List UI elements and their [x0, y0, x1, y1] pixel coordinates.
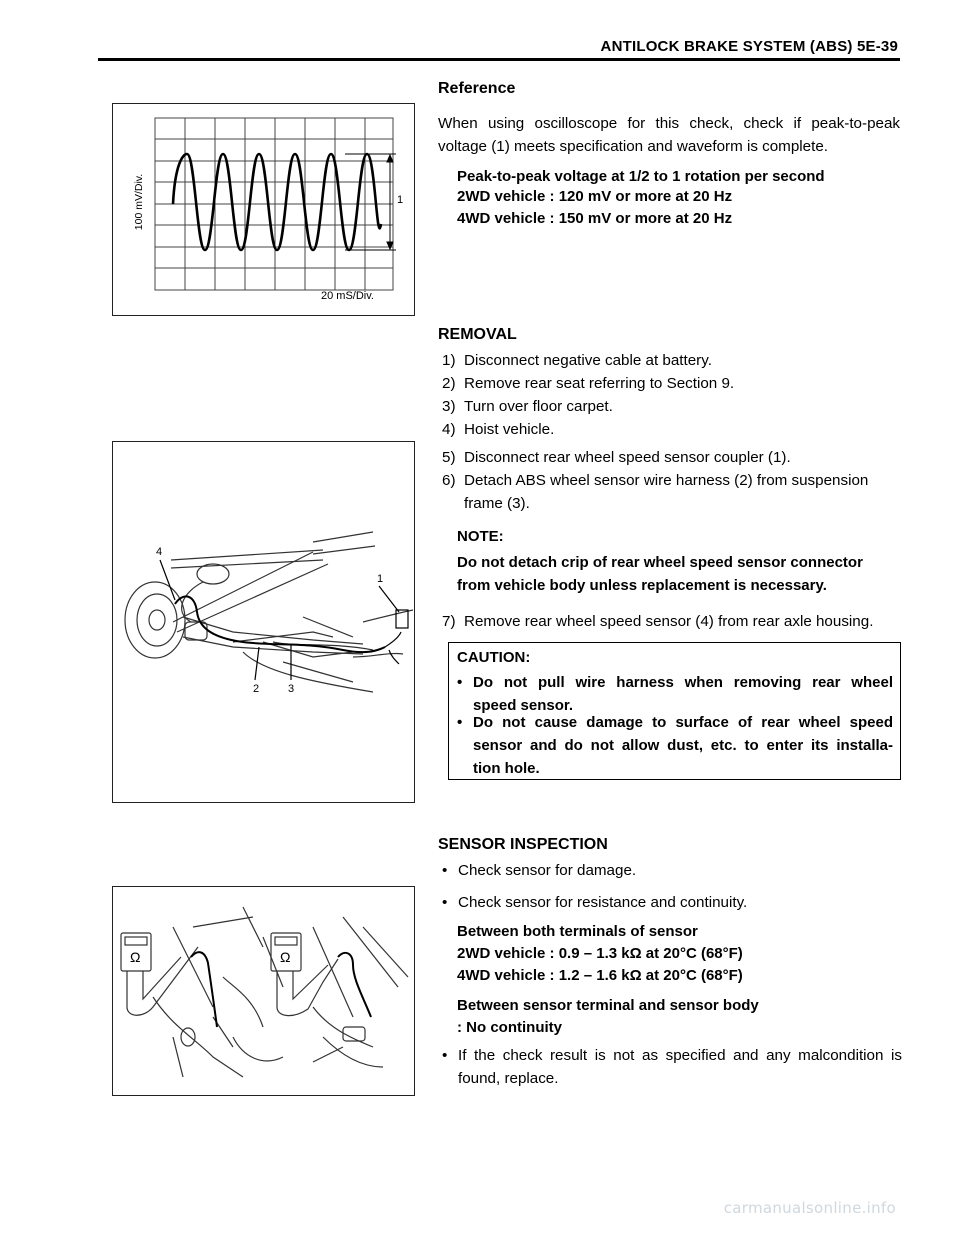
rear-axle-figure [112, 441, 415, 803]
note-line1: Do not detach crip of rear wheel speed sensor connector [457, 554, 863, 571]
oscilloscope-graphic [113, 104, 414, 315]
caution-bullet-2 [457, 711, 893, 780]
bullet-text: Check sensor for damage. [458, 862, 637, 879]
step-text: Remove rear wheel speed sensor (4) from rear axle housing. [464, 613, 874, 630]
removal-step-1 [442, 349, 712, 372]
inspection-bullet-1 [442, 859, 636, 882]
callout-2: 2 [253, 683, 260, 695]
ohm-symbol-right: Ω [280, 949, 291, 965]
ohm-symbol-left: Ω [130, 949, 141, 965]
step-text: Turn over floor carpet. [464, 398, 613, 415]
bullet-text: If the check result is not as specified and any malcondition is [458, 1047, 902, 1064]
reference-spec-line1: Peak-to-peak voltage at 1/2 to 1 rotation per second [457, 168, 825, 185]
inspection-spec-a1: Between both terminals of sensor [457, 923, 698, 940]
bullet-text: Do not cause damage to surface of rear wheel speed [473, 714, 893, 731]
inspection-bullet-2 [442, 891, 747, 914]
removal-step-7 [442, 610, 873, 633]
step-text: Disconnect negative cable at battery. [464, 352, 712, 369]
step-number: 3) [442, 398, 456, 415]
bullet-text-cont: speed sensor. [473, 697, 574, 714]
step-number: 6) [442, 472, 456, 489]
inspection-heading: SENSOR INSPECTION [438, 836, 608, 853]
step-text: Remove rear seat referring to Section 9. [464, 375, 735, 392]
reference-spec-line2: 2WD vehicle : 120 mV or more at 20 Hz [457, 188, 733, 205]
removal-step-6 [442, 469, 868, 492]
x-axis-label: 20 mS/Div. [321, 290, 374, 302]
removal-step-6-cont [442, 492, 530, 515]
bullet-text-cont: found, replace. [458, 1070, 559, 1087]
inspection-spec-a3: 4WD vehicle : 1.2 – 1.6 kΩ at 20°C (68°F) [457, 967, 743, 984]
reference-heading: Reference [438, 80, 516, 97]
reference-spec-line3: 4WD vehicle : 150 mV or more at 20 Hz [457, 210, 733, 227]
step-number: 7) [442, 613, 456, 630]
removal-heading: REMOVAL [438, 326, 517, 343]
step-number: 5) [442, 449, 456, 466]
step-number: 2) [442, 375, 456, 392]
bullet-dot: • [457, 714, 463, 731]
removal-step-4 [442, 418, 554, 441]
header-rule [98, 58, 900, 61]
page-header-title: ANTILOCK BRAKE SYSTEM (ABS) 5E-39 [600, 38, 898, 55]
step-text: Detach ABS wheel sensor wire harness (2) from suspension [464, 472, 869, 489]
oscilloscope-figure [112, 103, 415, 316]
inspection-spec-b2: : No continuity [457, 1019, 562, 1036]
callout-3: 3 [288, 683, 295, 695]
y-axis-label: 100 mV/Div. [133, 173, 145, 231]
removal-step-3 [442, 395, 613, 418]
inspection-spec-b1: Between sensor terminal and sensor body [457, 997, 759, 1014]
step-text: Hoist vehicle. [464, 421, 555, 438]
callout-1: 1 [377, 573, 384, 585]
bullet-dot: • [442, 1047, 448, 1064]
caution-title: CAUTION: [457, 649, 531, 666]
bullet-text: Do not pull wire harness when removing rear wheel [473, 674, 893, 691]
step-number: 1) [442, 352, 456, 369]
rear-axle-graphic [113, 442, 414, 802]
note-title: NOTE: [457, 528, 504, 545]
bullet-dot: • [442, 862, 448, 879]
step-number: 4) [442, 421, 456, 438]
multimeter-graphic [113, 887, 414, 1095]
bullet-dot: • [442, 894, 448, 911]
bullet-text-cont-2: tion hole. [473, 760, 540, 777]
step-text: Disconnect rear wheel speed sensor coupler (1). [464, 449, 791, 466]
step-text: frame (3). [464, 495, 530, 512]
reference-intro-line2: voltage (1) meets specification and waveform is complete. [438, 138, 828, 155]
inspection-spec-a2: 2WD vehicle : 0.9 – 1.3 kΩ at 20°C (68°F) [457, 945, 743, 962]
removal-step-5 [442, 446, 791, 469]
bullet-dot: • [457, 674, 463, 691]
reference-intro-line1: When using oscilloscope for this check, check if peak-to-peak [438, 115, 900, 132]
callout-1: 1 [397, 194, 404, 206]
bullet-text: Check sensor for resistance and continuity. [458, 894, 748, 911]
note-line2: from vehicle body unless replacement is necessary. [457, 577, 827, 594]
multimeter-figure [112, 886, 415, 1096]
removal-step-2 [442, 372, 734, 395]
callout-4: 4 [156, 546, 163, 558]
bullet-text-cont: sensor and do not allow dust, etc. to enter its installa- [473, 737, 893, 754]
inspection-bullet-3 [442, 1044, 902, 1090]
watermark: carmanualsonline.info [723, 1199, 896, 1217]
